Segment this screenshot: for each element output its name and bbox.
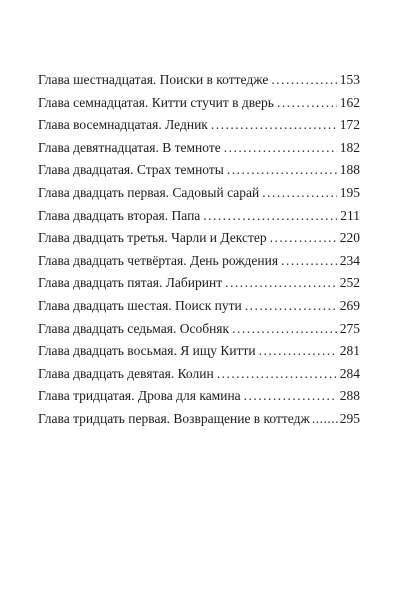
chapter-title: Глава двадцать четвёртая. День рождения: [38, 252, 279, 268]
page-number: 269: [339, 297, 360, 313]
toc-entry: [38, 388, 360, 411]
page-number: 153: [339, 72, 360, 87]
dot-leader: [232, 321, 337, 337]
page-number: 252: [339, 275, 360, 291]
page-number: 162: [339, 94, 360, 110]
toc-entry: [38, 253, 360, 276]
page-number: 234: [339, 252, 360, 268]
dot-leader: [259, 343, 337, 359]
dot-leader: [227, 162, 337, 178]
dot-leader: [277, 95, 337, 111]
page-number: 284: [339, 365, 360, 381]
page-number: 211: [340, 207, 360, 223]
chapter-title: Глава восемнадцатая. Ледник: [38, 117, 208, 133]
page-number: 195: [339, 184, 360, 200]
dot-leader: [270, 230, 337, 246]
dot-leader: [203, 208, 337, 224]
dot-leader: [271, 72, 336, 88]
page-number: 288: [339, 388, 360, 404]
chapter-title: Глава двадцатая. Страх темноты: [38, 162, 224, 178]
chapter-title: Глава двадцать девятая. Колин: [38, 365, 214, 381]
toc-entry: [38, 95, 360, 118]
page-number: 220: [339, 230, 360, 246]
chapter-title: Глава двадцать пятая. Лабиринт: [38, 275, 223, 291]
dot-leader: [281, 253, 337, 269]
chapter-title: Глава двадцать вторая. Папа: [38, 207, 201, 223]
toc-entry: [38, 230, 360, 253]
chapter-title: Глава семнадцатая. Китти стучит в дверь: [38, 94, 274, 110]
toc-entry: [38, 275, 360, 298]
chapter-title: Глава девятнадцатая. В темноте: [38, 139, 221, 155]
dot-leader: [244, 388, 337, 404]
toc-entry: [38, 140, 360, 163]
chapter-title: Глава двадцать третья. Чарли и Декстер: [38, 230, 267, 246]
toc-entry: [38, 321, 360, 344]
chapter-title: Глава двадцать шестая. Поиск пути: [38, 297, 242, 313]
chapter-title: Глава двадцать первая. Садовый сарай: [38, 184, 260, 200]
toc-entry: [38, 298, 360, 321]
dot-leader: [245, 298, 337, 314]
toc-entry: [38, 117, 360, 140]
toc-entry: [38, 208, 360, 231]
toc-entry: [38, 366, 360, 389]
page-number: 182: [339, 139, 360, 155]
toc-entry: [38, 185, 360, 208]
toc-entry: [38, 411, 360, 434]
toc-entry: [38, 343, 360, 366]
toc-entry: [38, 72, 360, 95]
toc-entry: [38, 162, 360, 185]
page-number: 281: [339, 343, 360, 359]
dot-leader: [225, 275, 337, 291]
page-number: 172: [339, 117, 360, 133]
table-of-contents: [38, 72, 360, 434]
chapter-title: Глава тридцать первая. Возвращение в коттедж: [38, 410, 310, 426]
page-number: 275: [339, 320, 360, 336]
chapter-title: Глава шестнадцатая. Поиски в коттедже: [38, 72, 269, 87]
dot-leader: [224, 140, 337, 156]
dot-leader: [217, 366, 337, 382]
dot-leader: [211, 117, 337, 133]
dot-leader: [312, 411, 338, 427]
chapter-title: Глава тридцатая. Дрова для камина: [38, 388, 241, 404]
page-number: 295: [339, 410, 360, 426]
page-number: 188: [339, 162, 360, 178]
chapter-title: Глава двадцать восьмая. Я ищу Китти: [38, 343, 256, 359]
dot-leader: [262, 185, 337, 201]
chapter-title: Глава двадцать седьмая. Особняк: [38, 320, 230, 336]
